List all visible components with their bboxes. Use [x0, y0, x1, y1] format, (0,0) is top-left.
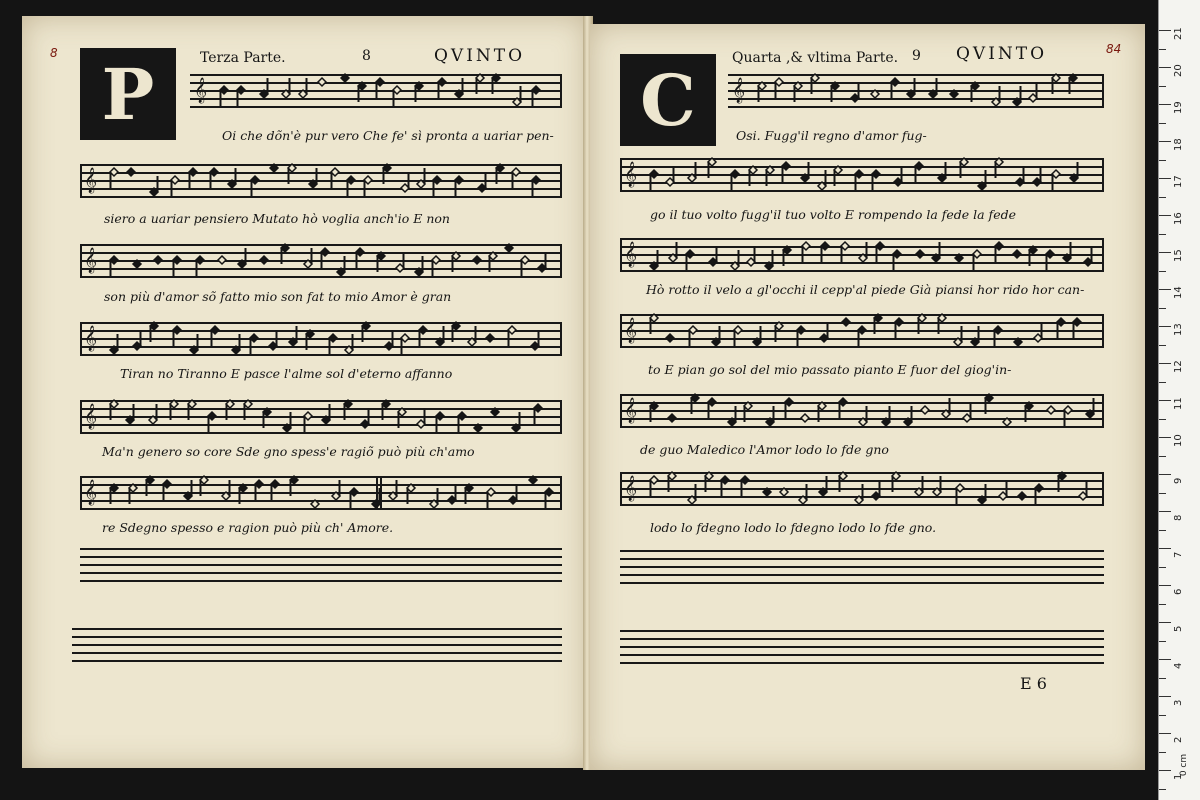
note-head — [871, 90, 879, 98]
lyric-line: Tiran no Tiranno E pasce l'alme sol d'eterno affanno — [120, 366, 453, 381]
notes — [728, 74, 1104, 108]
clef-icon: 𝄞 — [624, 476, 638, 501]
ruler-tick — [1159, 585, 1171, 586]
ruler-tick — [1159, 67, 1171, 68]
note-head — [133, 260, 141, 268]
note-head — [1018, 492, 1026, 500]
lyric-line: de guo Maledico l'Amor lodo lo fde gno — [640, 442, 889, 457]
note-head — [473, 256, 481, 264]
part-header: Terza Parte. — [200, 50, 286, 66]
lyric-line: go il tuo volto fugg'il tuo volto E rompendo la fede la fede — [650, 207, 1016, 222]
note-head — [154, 256, 162, 264]
notes — [80, 244, 562, 278]
clef-icon: 𝄞 — [84, 480, 98, 505]
right-page — [590, 24, 1145, 770]
note-head — [801, 414, 809, 422]
note-head — [921, 406, 929, 414]
note-head — [505, 244, 513, 252]
clef-icon: 𝄞 — [84, 404, 98, 429]
music-staff — [620, 238, 1104, 272]
music-staff — [620, 394, 1104, 428]
handwritten-page-mark: 8 — [50, 46, 58, 60]
ruler-number: 19 — [1173, 101, 1184, 114]
music-staff — [80, 164, 562, 198]
ruler-tick — [1159, 326, 1171, 327]
ruler-number: 13 — [1173, 323, 1184, 336]
note-head — [916, 250, 924, 258]
note-head — [529, 476, 537, 484]
ruler-tick — [1159, 696, 1171, 697]
notes — [80, 476, 562, 510]
music-staff — [728, 74, 1104, 108]
ruler-tick — [1159, 567, 1166, 568]
lyric-line: to E pian go sol del mio passato pianto E fuor del giog'in- — [648, 362, 1012, 377]
ruler-tick — [1159, 678, 1166, 679]
notes — [80, 322, 562, 356]
notes — [190, 74, 562, 108]
ruler-tick — [1159, 604, 1166, 605]
ruler-number: 21 — [1173, 27, 1184, 40]
clef-icon: 𝄞 — [732, 78, 746, 103]
ruler-tick — [1159, 437, 1171, 438]
ruler-tick — [1159, 86, 1166, 87]
clef-icon: 𝄞 — [84, 168, 98, 193]
measuring-ruler — [1158, 0, 1200, 800]
notes — [620, 394, 1104, 428]
ruler-tick — [1159, 271, 1166, 272]
music-staff — [80, 476, 562, 510]
ruler-tick — [1159, 622, 1171, 623]
notes — [620, 238, 1104, 272]
ruler-number: 20 — [1173, 64, 1184, 77]
left-page — [22, 16, 587, 768]
lyric-line: lodo lo fdegno lodo lo fdegno lodo lo fde gno. — [650, 520, 937, 535]
music-staff — [80, 400, 562, 434]
ruler-tick — [1159, 659, 1171, 660]
note-head — [780, 488, 788, 496]
note-head — [218, 256, 226, 264]
ruler-number: 1 — [1173, 773, 1184, 780]
ruler-tick — [1159, 511, 1171, 512]
note-head — [1013, 250, 1021, 258]
folio-number: 9 — [912, 48, 921, 64]
clef-icon: 𝄞 — [194, 78, 208, 103]
ruler-tick — [1159, 160, 1166, 161]
clef-icon: 𝄞 — [84, 248, 98, 273]
part-header: Quarta ,& vltima Parte. — [732, 50, 899, 66]
ruler-tick — [1159, 123, 1166, 124]
ruler-tick — [1159, 308, 1166, 309]
ruler-tick — [1159, 770, 1171, 771]
note-head — [1014, 338, 1022, 346]
ruler-tick — [1159, 178, 1171, 179]
ruler-tick — [1159, 30, 1171, 31]
notes — [80, 400, 562, 434]
ruler-number: 10 — [1173, 434, 1184, 447]
handwritten-page-mark: 84 — [1106, 42, 1122, 56]
ruler-tick — [1159, 252, 1171, 253]
ruler-tick — [1159, 49, 1166, 50]
lyric-line: Osi. Fugg'il regno d'amor fug- — [736, 128, 927, 143]
notes — [620, 472, 1104, 506]
ruler-tick — [1159, 733, 1171, 734]
lyric-line: Ma'n genero so core Sde gno spess'e ragiõ può più ch'amo — [102, 444, 475, 459]
music-staff — [80, 244, 562, 278]
ruler-number: 15 — [1173, 249, 1184, 262]
ruler-tick — [1159, 382, 1166, 383]
ruler-number: 17 — [1173, 175, 1184, 188]
ruler-number: 6 — [1173, 588, 1184, 595]
note-head — [341, 74, 349, 82]
lyric-line: Oi che dõn'è pur vero Che fe' sì pronta a uariar pen- — [222, 128, 554, 143]
notes — [620, 158, 1104, 192]
clef-icon: 𝄞 — [84, 326, 98, 351]
note-head — [486, 334, 494, 342]
ruler-number: 4 — [1173, 662, 1184, 669]
empty-staff — [620, 630, 1104, 664]
ruler-tick — [1159, 474, 1171, 475]
signature-mark: E 6 — [1020, 674, 1047, 693]
note-head — [955, 254, 963, 262]
ruler-tick — [1159, 345, 1166, 346]
note-head — [491, 408, 499, 416]
ruler-number: 2 — [1173, 736, 1184, 743]
ruler-tick — [1159, 530, 1166, 531]
ruler-number: 7 — [1173, 551, 1184, 558]
ruler-number: 3 — [1173, 699, 1184, 706]
ruler-tick — [1159, 752, 1166, 753]
note-head — [842, 318, 850, 326]
clef-icon: 𝄞 — [624, 162, 638, 187]
decorated-initial: P — [80, 48, 176, 140]
ruler-tick — [1159, 141, 1171, 142]
ruler-unit: 0 cm — [1179, 753, 1190, 777]
ruler-tick — [1159, 641, 1166, 642]
music-staff — [620, 158, 1104, 192]
ruler-tick — [1159, 289, 1171, 290]
voice-label: QVINTO — [434, 46, 526, 66]
note-head — [1047, 406, 1055, 414]
music-staff — [80, 322, 562, 356]
note-head — [260, 256, 268, 264]
music-staff — [620, 472, 1104, 506]
decorated-initial: C — [620, 54, 716, 146]
lyric-line: siero a uariar pensiero Mutato hò voglia anch'io E non — [104, 211, 450, 226]
ruler-number: 11 — [1173, 397, 1184, 410]
ruler-tick — [1159, 215, 1171, 216]
note-head — [763, 488, 771, 496]
ruler-tick — [1159, 104, 1171, 105]
empty-staff — [72, 628, 562, 662]
ruler-tick — [1159, 789, 1166, 790]
empty-staff — [80, 548, 562, 582]
ruler-tick — [1159, 234, 1166, 235]
ruler-tick — [1159, 548, 1171, 549]
ruler-tick — [1159, 493, 1166, 494]
ruler-number: 9 — [1173, 477, 1184, 484]
ruler-tick — [1159, 419, 1166, 420]
note-head — [668, 414, 676, 422]
ruler-number: 5 — [1173, 625, 1184, 632]
ruler-tick — [1159, 197, 1166, 198]
lyric-line: son più d'amor sõ fatto mio son fat to mio Amor è gran — [104, 289, 452, 304]
ruler-tick — [1159, 715, 1166, 716]
clef-icon: 𝄞 — [624, 242, 638, 267]
note-head — [127, 168, 135, 176]
note-head — [666, 334, 674, 342]
ruler-number: 14 — [1173, 286, 1184, 299]
ruler-tick — [1159, 456, 1166, 457]
ruler-tick — [1159, 400, 1171, 401]
note-head — [318, 78, 326, 86]
ruler-tick — [1159, 363, 1171, 364]
note-head — [950, 90, 958, 98]
voice-label: QVINTO — [956, 44, 1048, 64]
note-head — [270, 164, 278, 172]
empty-staff — [620, 550, 1104, 584]
ruler-number: 8 — [1173, 514, 1184, 521]
music-staff — [620, 314, 1104, 348]
clef-icon: 𝄞 — [624, 318, 638, 343]
note-head — [1003, 418, 1011, 426]
lyric-line: re Sdegno spesso e ragion può più ch' Amore. — [102, 520, 394, 535]
lyric-line: Hò rotto il velo a gl'occhi il cepp'al piede Già piansi hor rido hor can- — [646, 282, 1085, 297]
note-head — [474, 424, 482, 432]
ruler-number: 12 — [1173, 360, 1184, 373]
clef-icon: 𝄞 — [624, 398, 638, 423]
notes — [80, 164, 562, 198]
ruler-number: 18 — [1173, 138, 1184, 151]
music-staff — [190, 74, 562, 108]
ruler-number: 16 — [1173, 212, 1184, 225]
notes — [620, 314, 1104, 348]
folio-number: 8 — [362, 48, 371, 64]
note-head — [311, 500, 319, 508]
